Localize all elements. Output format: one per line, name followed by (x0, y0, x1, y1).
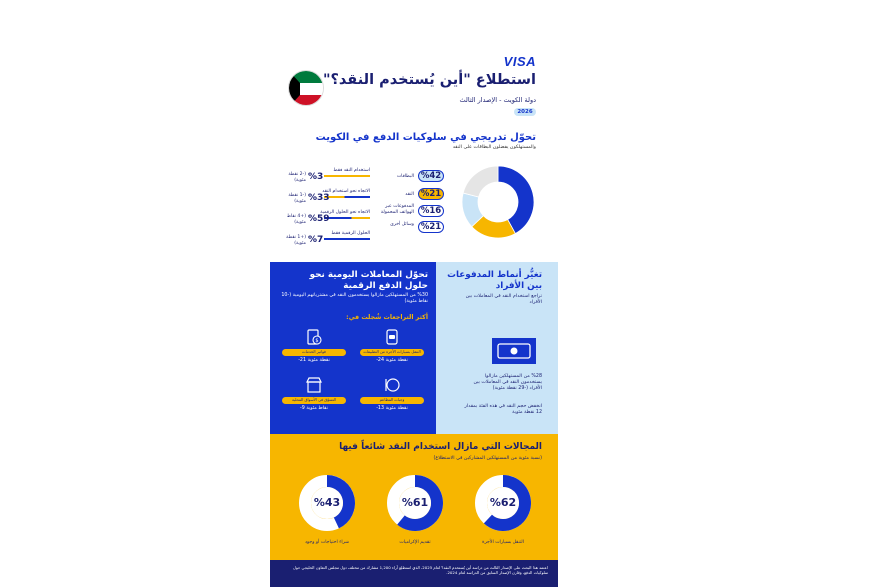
legend-label-other: وسائل أخرى (390, 222, 414, 227)
cash-area-pct: %61 (401, 496, 429, 509)
digital-shift-title: تحوّل المعاملات اليومية نحو حلول الدفع الرقمية (309, 270, 428, 291)
cash-areas-title: المجالات التي مازال استخدام النقد شائعاً فيها (339, 442, 542, 452)
stat-change: (+1 نقطة مئوية) (286, 235, 306, 246)
cash-area-item (380, 474, 450, 554)
stat-change: (-1 نقطة مئوية) (288, 193, 306, 204)
decline-label: وجبات المطاعم (360, 397, 424, 404)
stat-row (284, 210, 370, 230)
cash-area-item (292, 474, 362, 554)
digital-shift-desc: %30 من المستهلكين مازالوا يستخدمون النقد في مشترياتهم اليومية (-10 نقاط مئوية) (281, 293, 428, 304)
cash-areas-subtitle: (نسبة مئوية من المستهلكين المشاركين في الاستطلاع) (433, 456, 542, 461)
p2p-stat2: انخفض حجم النقد في هذه الفئة بمقدار 12 نقطة مئوية (464, 404, 542, 415)
decline-item (354, 376, 430, 418)
cash-area-label: شراء احتياجات أو وجود (304, 540, 350, 545)
stat-bar (324, 196, 370, 198)
p2p-stat1: %28 من المستهلكين مازالوا يستخدمون النقد في المعاملات بين الأفراد (-29 نقطة مئوية) (473, 374, 542, 391)
footer (270, 560, 558, 587)
decline-label: فواتير الخدمات (282, 349, 346, 356)
decline-label: التسوّق في الأسواق المحلية (282, 397, 346, 404)
decline-item (354, 328, 430, 370)
svg-text:$: $ (315, 338, 319, 344)
stat-row (284, 189, 370, 209)
stat-row (284, 168, 370, 188)
legend-pill-cash: %21 (418, 188, 444, 200)
stat-value: %33 (308, 193, 330, 203)
donut-slice (463, 166, 498, 197)
decline-change: -13 نقطة مئوية (376, 406, 408, 411)
stat-value: %3 (308, 172, 324, 182)
legend-pill-cards: %42 (418, 170, 444, 182)
decline-change: -9 نقاط مئوية (300, 406, 328, 411)
cash-area-pct: %62 (489, 496, 517, 509)
banknote-icon (492, 338, 536, 364)
decline-item (276, 328, 352, 370)
payment-donut-chart (458, 162, 538, 242)
stat-change: (+4 نقاط مئوية) (286, 214, 306, 225)
market-stall-icon (305, 376, 323, 394)
bill-dollar-icon (305, 328, 323, 346)
legend-pill-mobile: %16 (418, 205, 444, 217)
cash-area-item (468, 474, 538, 554)
infographic-poster (270, 44, 558, 587)
cash-area-pct: %43 (313, 496, 341, 509)
digital-shift-panel (270, 262, 436, 434)
legend-label-cards: البطاقات (396, 174, 414, 179)
year-badge: 2026 (514, 108, 536, 116)
stat-row (284, 231, 370, 251)
page-subtitle: دولة الكويت - الإصدار الثالث (459, 96, 536, 104)
p2p-desc: تراجع استخدام النقد في المعاملات بين الأفراد (465, 294, 542, 305)
decline-item (276, 376, 352, 418)
stat-bar (324, 175, 370, 177)
car-phone-icon (383, 328, 401, 346)
cash-area-label: تقديم الإكراميات (399, 540, 431, 545)
page-title: استطلاع "أين يُستخدم النقد؟" (322, 72, 536, 88)
decline-change: -21 نقطة مئوية (298, 358, 330, 363)
cash-areas-panel (270, 434, 558, 560)
stat-label: استخدام النقد فقط (333, 168, 370, 173)
stat-label: الاتجاه نحو استخدام النقد (322, 189, 370, 194)
section1-subtitle: والمستهلكون يفضلون البطاقات على النقد (452, 145, 536, 150)
legend-label-mobile: المدفوعات عبر الهواتف المحمولة (380, 204, 414, 215)
decline-change: -24 نقطة مئوية (376, 358, 408, 363)
cash-area-label: التنقل بسيارات الأجرة (482, 540, 524, 545)
decline-label: التنقل بسيارات الأجرة من التطبيقات (360, 349, 424, 356)
visa-logo: VISA (503, 54, 536, 69)
legend-pill-other: %21 (418, 221, 444, 233)
section1-title: تحوّل تدريجي في سلوكيات الدفع في الكويت (315, 132, 536, 143)
stat-bar (324, 217, 370, 219)
stat-label: الحلول الرقمية فقط (331, 231, 370, 236)
stat-bar (324, 238, 370, 240)
declines-subtitle: أكثر التراجعات شُجلت في: (346, 314, 428, 321)
stat-value: %59 (308, 214, 330, 224)
legend-label-cash: النقد (405, 192, 414, 197)
p2p-panel (436, 262, 558, 434)
restaurant-icon (383, 376, 401, 394)
stat-value: %7 (308, 235, 324, 245)
stat-change: (-2 نقطة مئوية) (288, 172, 306, 183)
footer-text: اعتمد هذا البحث على الإصدار الثالث من دراسة أين يُستخدم النقد؟ لعام 2025، الذي استطلع آراء 1,200 مشارك من مختلف دول مجلس التعاون الخليجي حول سلوكيات الدفع، وقارن الإصدار السابق من الدراسة لعام 2024. (293, 565, 548, 575)
stat-label: الاتجاه نحو الحلول الرقمية (320, 210, 370, 215)
p2p-title: تغيُّر أنماط المدفوعات بين الأفراد (447, 270, 542, 291)
